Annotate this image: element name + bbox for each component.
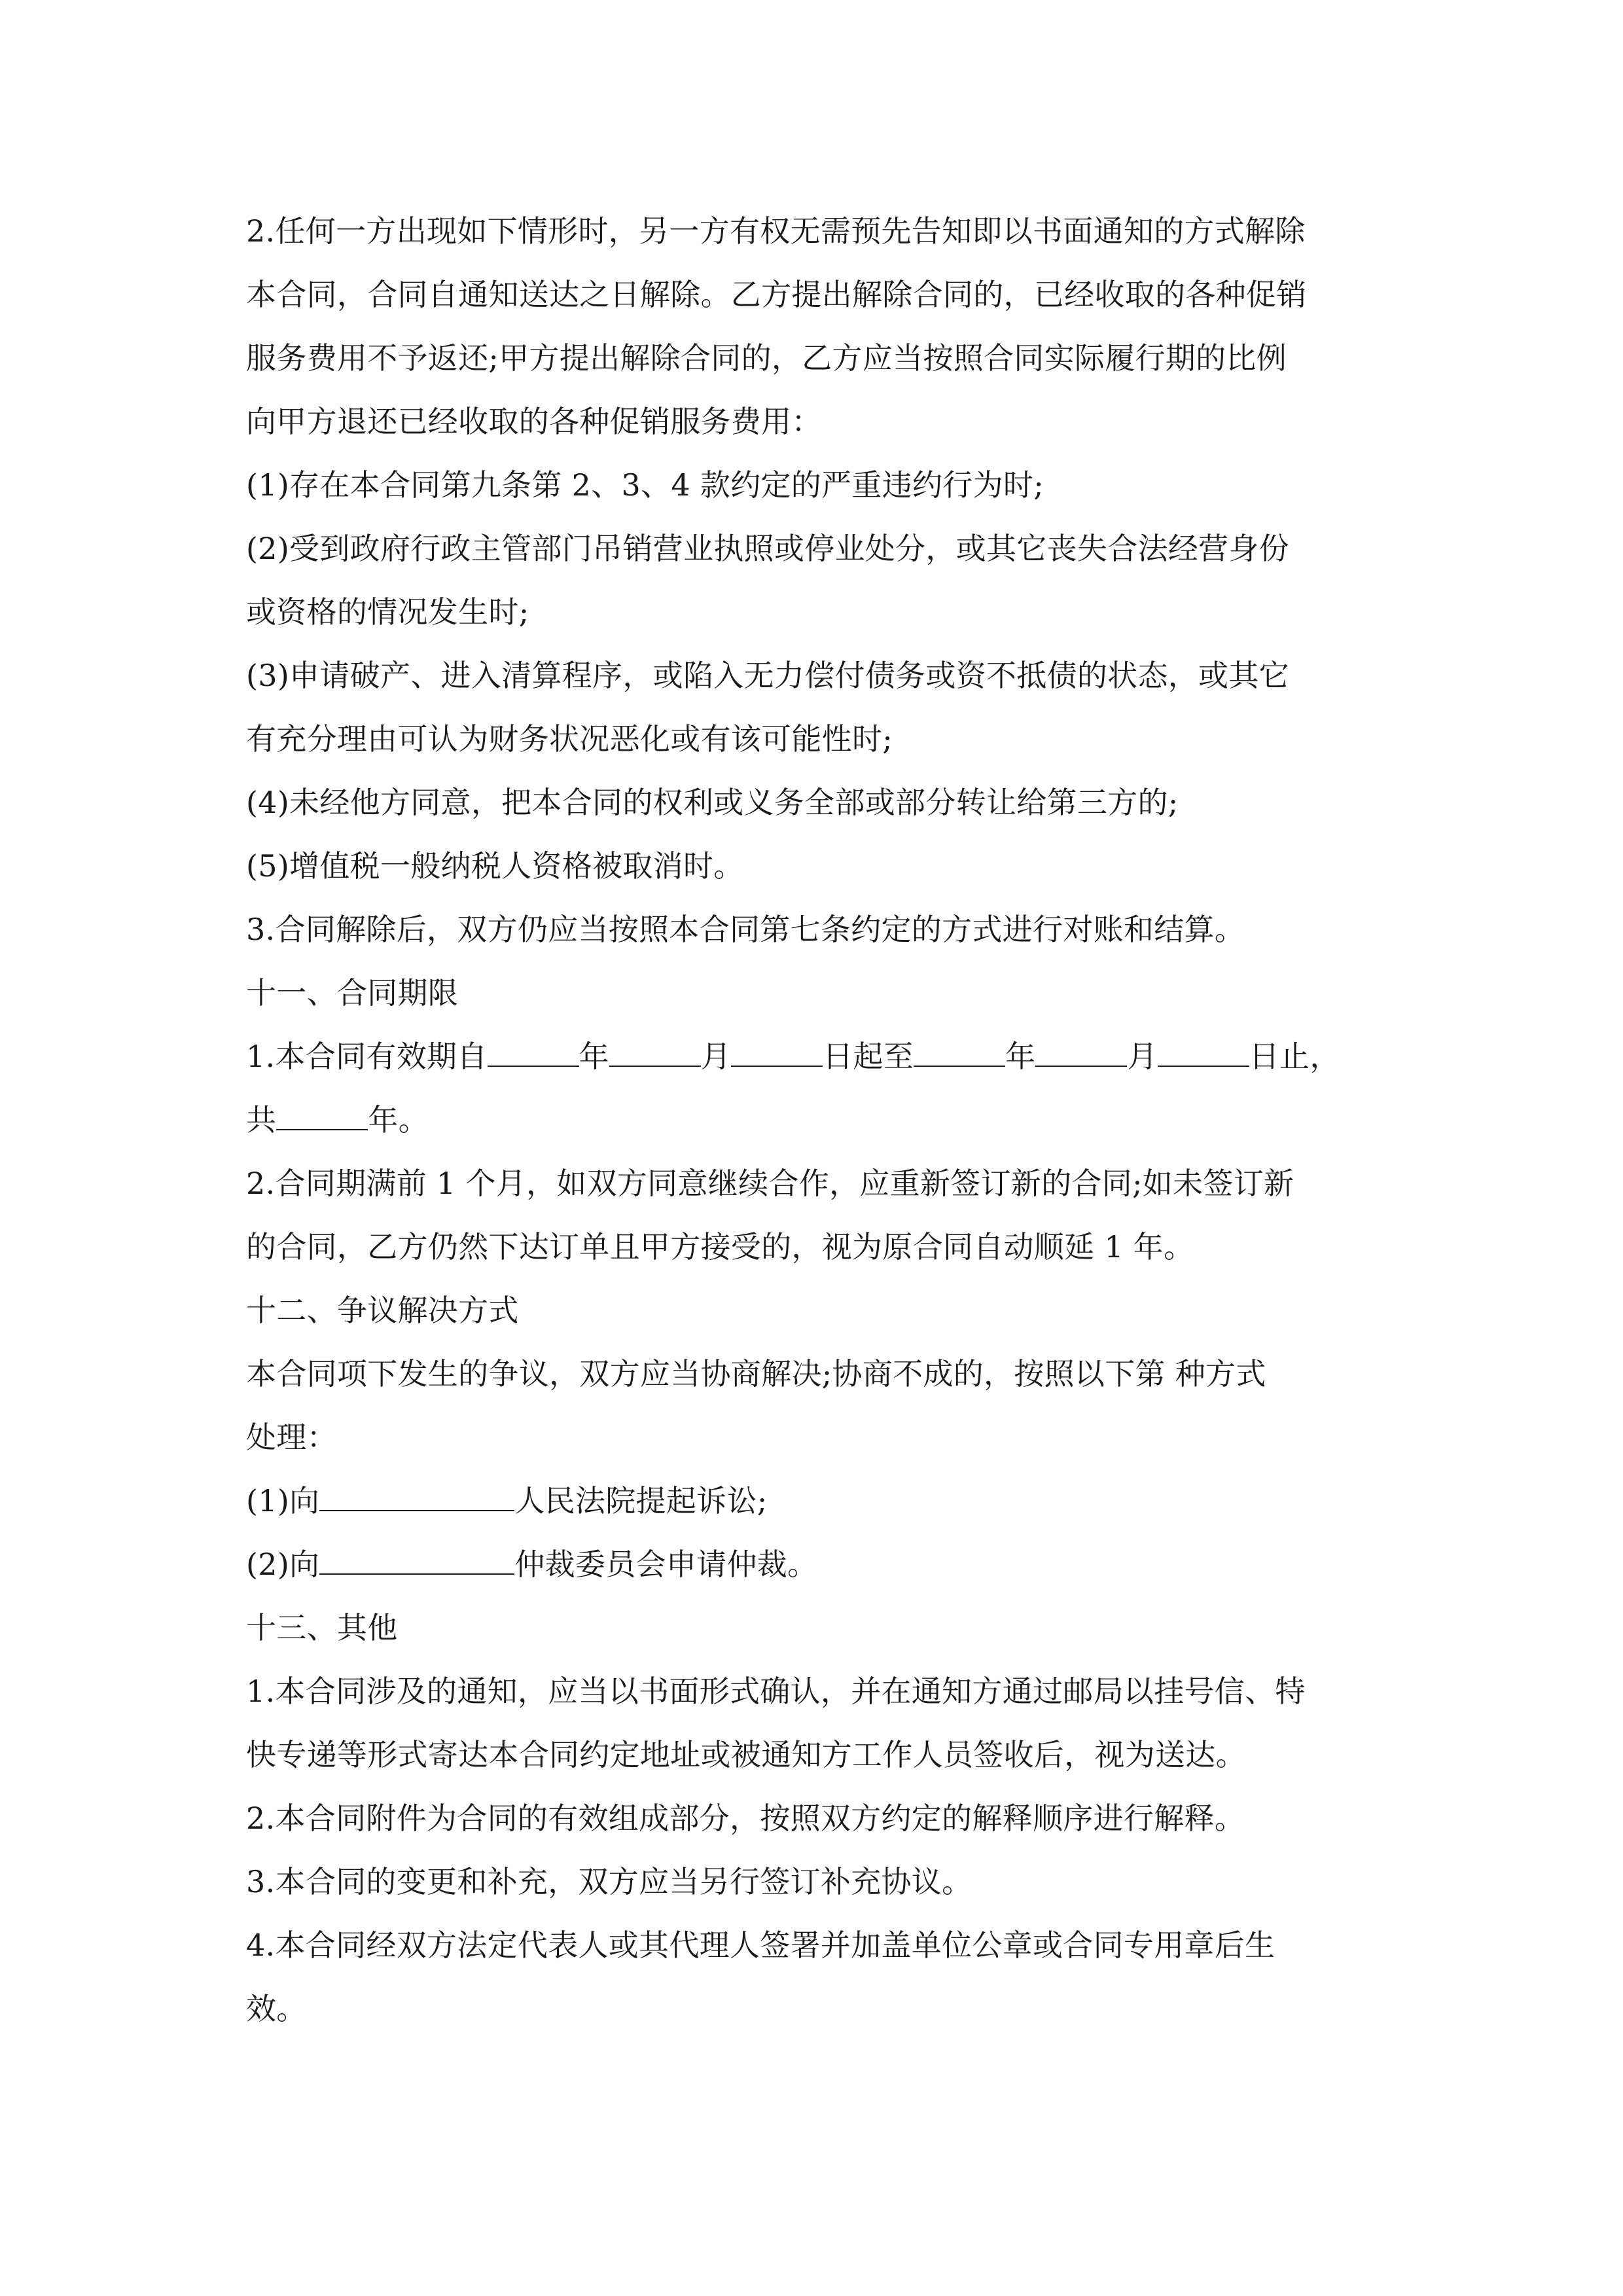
dispute-option-court [246, 1469, 1378, 1533]
term-prefix: 1.本合同有效期自 [246, 1039, 488, 1074]
option-suffix: 仲裁委员会申请仲裁。 [514, 1547, 818, 1582]
option-prefix: (2)向 [246, 1547, 320, 1582]
start-month-blank[interactable] [609, 1039, 701, 1067]
term-year-label: 年 [1005, 1039, 1036, 1074]
section-heading-other: 十三、其他 [246, 1610, 398, 1645]
annex-clause: 2.本合同附件为合同的有效组成部分，按照双方约定的解释顺序进行解释。 [246, 1801, 1245, 1836]
termination-clause-line: 服务费用不予返还;甲方提出解除合同的，乙方应当按照合同实际履行期的比例 [246, 340, 1287, 376]
termination-condition-4: (4)未经他方同意，把本合同的权利或义务全部或部分转让给第三方的; [246, 785, 1179, 820]
termination-condition-3-line: 有充分理由可认为财务状况恶化或有该可能性时; [246, 721, 893, 757]
notice-clause-line: 快专递等形式寄达本合同约定地址或被通知方工作人员签收后，视为送达。 [246, 1737, 1246, 1772]
termination-clause-line: 2.任何一方出现如下情形时，另一方有权无需预先告知即以书面通知的方式解除 [246, 213, 1306, 249]
term-month-label: 月 [700, 1039, 732, 1074]
dispute-option-arbitration [246, 1533, 1378, 1596]
section-heading-term: 十一、合同期限 [246, 975, 459, 1011]
contract-body [246, 200, 1378, 2041]
term-year-label: 年 [579, 1039, 609, 1074]
renewal-clause-line: 的合同，乙方仍然下达订单且甲方接受的，视为原合同自动顺延 1 年。 [246, 1229, 1194, 1265]
term-total-prefix: 共 [246, 1102, 277, 1138]
dispute-intro-line: 本合同项下发生的争议，双方应当协商解决;协商不成的，按照以下第 种方式 [246, 1356, 1266, 1391]
dispute-intro-line: 处理： [246, 1420, 337, 1455]
section-heading-dispute: 十二、争议解决方式 [246, 1293, 519, 1328]
end-year-blank[interactable] [914, 1039, 1005, 1067]
term-total-line [246, 1088, 1378, 1152]
termination-condition-2-line: (2)受到政府行政主管部门吊销营业执照或停业处分，或其它丧失合法经营身份 [246, 531, 1289, 566]
renewal-clause-line: 2.合同期满前 1 个月，如双方同意继续合作，应重新签订新的合同;如未签订新 [246, 1166, 1294, 1201]
start-day-blank[interactable] [731, 1039, 823, 1067]
end-day-blank[interactable] [1158, 1039, 1249, 1067]
termination-condition-1: (1)存在本合同第九条第 2、3、4 款约定的严重违约行为时; [246, 467, 1044, 503]
term-period-line [246, 1025, 1378, 1088]
end-month-blank[interactable] [1035, 1039, 1127, 1067]
termination-condition-2-line: 或资格的情况发生时; [246, 594, 529, 630]
effective-clause-line: 效。 [246, 1991, 307, 2026]
termination-clause-line: 本合同，合同自通知送达之日解除。乙方提出解除合同的，已经收取的各种促销 [246, 277, 1307, 312]
start-year-blank[interactable] [488, 1039, 579, 1067]
term-month-label: 月 [1127, 1039, 1158, 1074]
court-name-blank[interactable] [319, 1484, 514, 1511]
term-day-label: 日止， [1249, 1039, 1340, 1074]
amendment-clause: 3.本合同的变更和补充，双方应当另行签订补充协议。 [246, 1864, 972, 1899]
notice-clause-line: 1.本合同涉及的通知，应当以书面形式确认，并在通知方通过邮局以挂号信、特 [246, 1674, 1306, 1709]
term-total-suffix: 年。 [368, 1102, 429, 1138]
settlement-clause: 3.合同解除后，双方仍应当按照本合同第七条约定的方式进行对账和结算。 [246, 912, 1245, 947]
arbitration-name-blank[interactable] [319, 1547, 514, 1575]
term-day-label: 日起至 [823, 1039, 914, 1074]
effective-clause-line: 4.本合同经双方法定代表人或其代理人签署并加盖单位公章或合同专用章后生 [246, 1928, 1275, 1963]
option-suffix: 人民法院提起诉讼; [514, 1483, 768, 1518]
option-prefix: (1)向 [246, 1483, 320, 1518]
termination-condition-5: (5)增值税一般纳税人资格被取消时。 [246, 848, 744, 884]
termination-clause-line: 向甲方退还已经收取的各种促销服务费用： [246, 404, 822, 439]
total-years-blank[interactable] [276, 1103, 368, 1130]
termination-condition-3-line: (3)申请破产、进入清算程序，或陷入无力偿付债务或资不抵债的状态，或其它 [246, 658, 1289, 693]
